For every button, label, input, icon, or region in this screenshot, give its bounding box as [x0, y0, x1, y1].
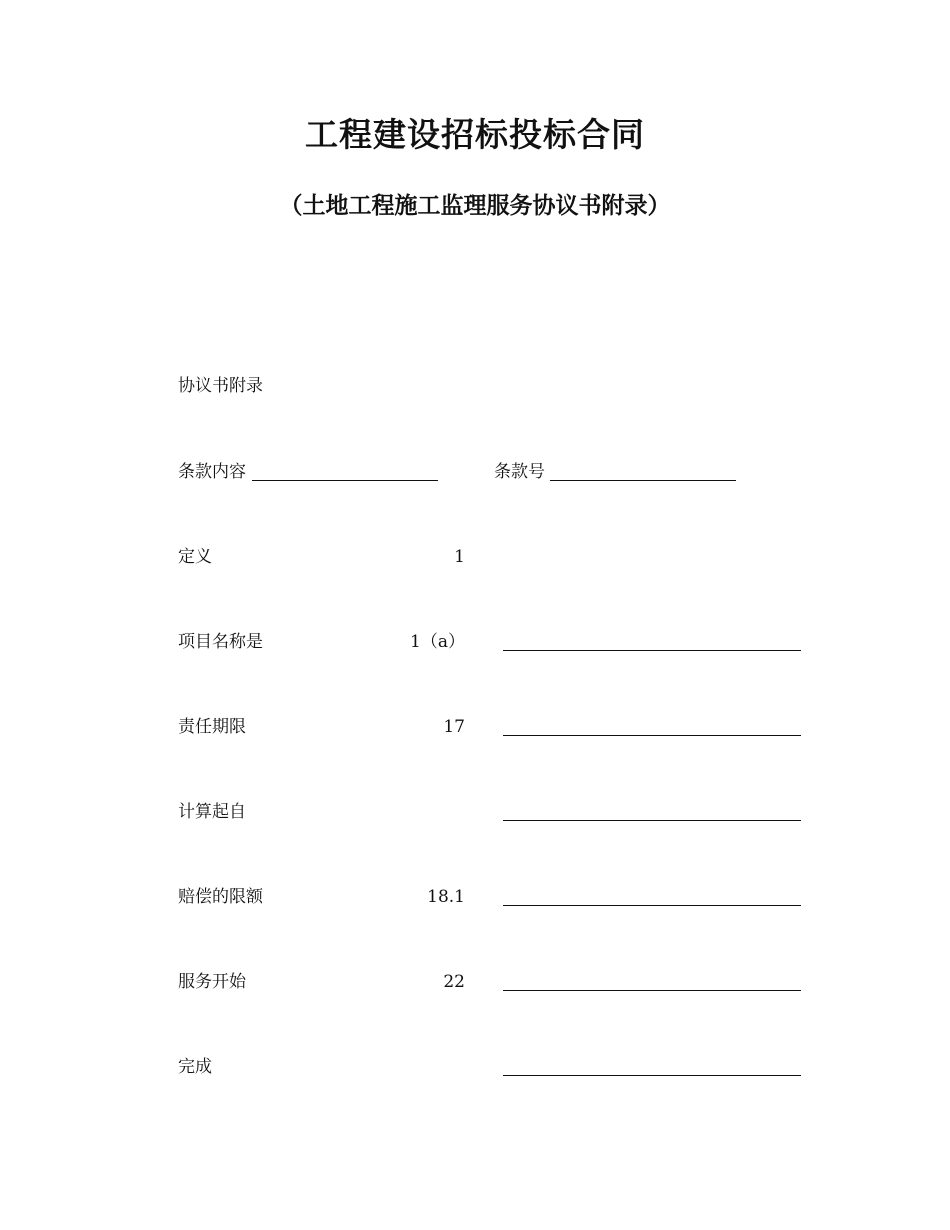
row-label: 服务开始 [178, 972, 246, 992]
appendix-row-liability-period [0, 715, 950, 745]
row-clause-number: 1（a） [410, 632, 465, 652]
appendix-row-service-start [0, 970, 950, 1000]
appendix-row-definition [0, 545, 950, 575]
row-label: 责任期限 [178, 717, 246, 737]
clause-number-label: 条款号 [494, 462, 545, 482]
document-title: 工程建设招标投标合同 [305, 115, 645, 154]
appendix-row-compensation-limit [0, 885, 950, 915]
section-heading: 协议书附录 [178, 376, 263, 396]
row-blank-line[interactable] [503, 1075, 801, 1076]
row-clause-number: 1 [454, 547, 465, 567]
row-label: 完成 [178, 1057, 212, 1077]
row-label: 项目名称是 [178, 632, 263, 652]
document-subtitle: （土地工程施工监理服务协议书附录） [279, 192, 671, 219]
appendix-row-project-name [0, 630, 950, 660]
row-clause-number: 18.1 [427, 887, 465, 907]
appendix-row-completion [0, 1055, 950, 1085]
clause-number-blank-line[interactable] [550, 480, 736, 481]
row-clause-number: 22 [443, 972, 465, 992]
clause-content-blank-line[interactable] [252, 480, 438, 481]
row-label: 定义 [178, 547, 212, 567]
row-clause-number: 17 [443, 717, 465, 737]
clause-content-label: 条款内容 [178, 462, 246, 482]
appendix-row-calculated-from [0, 800, 950, 830]
row-blank-line[interactable] [503, 990, 801, 991]
row-blank-line[interactable] [503, 735, 801, 736]
row-blank-line[interactable] [503, 650, 801, 651]
row-label: 计算起自 [178, 802, 246, 822]
row-blank-line[interactable] [503, 905, 801, 906]
row-blank-line[interactable] [503, 820, 801, 821]
row-label: 赔偿的限额 [178, 887, 263, 907]
